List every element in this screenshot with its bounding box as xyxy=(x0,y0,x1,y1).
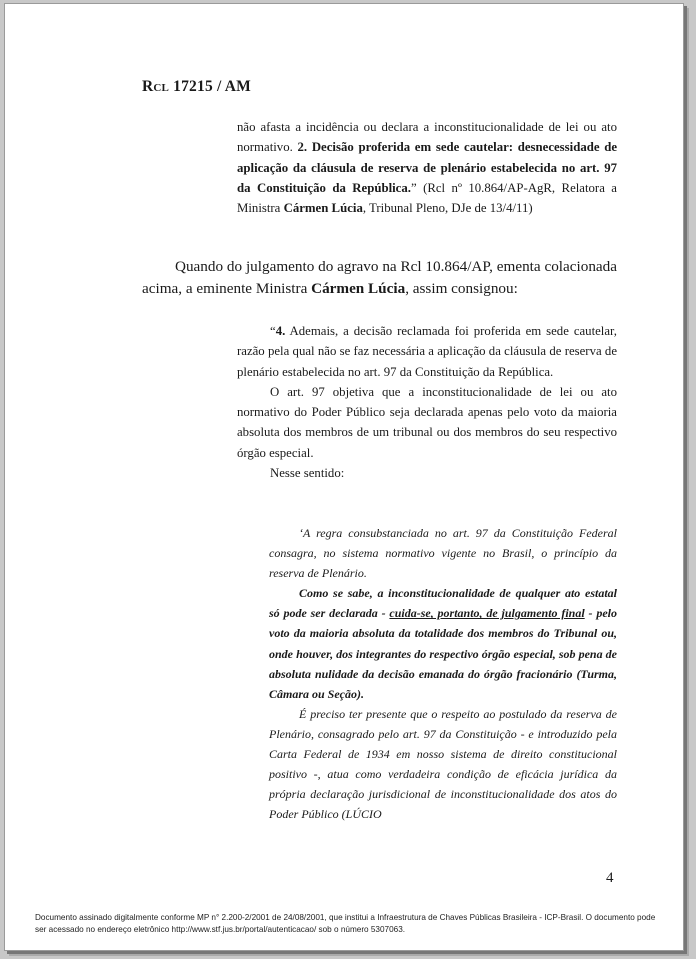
quote3-paragraph-3: É preciso ter presente que o respeito ao postulado da reserva de Plenário, consagrado pelo art. 97 da Constituição - e introduzido pela Carta Federal de 1934 em nosso sistema de direito constitucional positivo -, atua como verdadeira condição de eficácia jurídica da própria declaração jurisdicional de inconstitucionalidade dos atos do Poder Público (LÚCIO xyxy=(269,706,617,822)
quote1-bold-name: Cármen Lúcia xyxy=(283,201,363,216)
open-quote: “ xyxy=(270,324,276,338)
rcl-label: Rcl xyxy=(142,78,170,95)
quote1-text-1: não afasta a incidência ou declara a inconstitucionalidade de lei ou ato normativo. xyxy=(237,120,617,155)
quote3-p2-b: - pelo voto da maioria absoluta da totalidade dos membros do Tribunal ou, onde houver, dos integrantes do respectivo órgão especial, sob pena de absoluta nulidade da decisão emanada do órgão fracionário (Turma, Câmara ou Seção). xyxy=(269,606,617,701)
item-number: 4. xyxy=(275,324,286,338)
page-number: 4 xyxy=(606,870,614,886)
paragraph-text-1: Quando do julgamento do agravo na Rcl 10.864/AP, ementa colacionada acima, a eminente Ministra xyxy=(142,258,617,297)
quote-block-ementa xyxy=(237,117,617,218)
quote3-p2-underlined: cuida-se, portanto, de julgamento final xyxy=(389,606,585,621)
page-header xyxy=(142,78,251,96)
quote-block-voto xyxy=(237,321,617,483)
quote2-paragraph-1 xyxy=(237,321,617,382)
quote3-p2-a: Como se sabe, a inconstitucionalidade de qualquer ato estatal só pode ser declarada - xyxy=(269,586,617,621)
quote1-text-5: , Tribunal Pleno, DJe de 13/4/11) xyxy=(362,201,533,216)
document-page xyxy=(4,3,684,951)
quote-block-nested xyxy=(269,523,617,824)
paragraph-text-3: , assim consignou: xyxy=(405,280,518,297)
signature-footer: Documento assinado digitalmente conforme MP n° 2.200-2/2001 de 24/08/2001, que institui a Infraestrutura de Chaves Públicas Brasileira - ICP-Brasil. O documento pode ser acessado no endereço eletrônico http://www.stf.jus.br/portal/autenticacao/ sob o número 5307063. xyxy=(35,913,656,934)
paragraph-bold-name: Cármen Lúcia xyxy=(311,280,406,297)
quote1-text-3: ” (Rcl nº 10.864/AP-AgR, Relatora a Ministra xyxy=(237,180,617,216)
body-paragraph xyxy=(142,256,617,300)
quote3-paragraph-1: ‘A regra consubstanciada no art. 97 da Constituição Federal consagra, no sistema normativo vigente no Brasil, o princípio da reserva de Plenário. xyxy=(269,526,617,581)
quote2-paragraph-2: O art. 97 objetiva que a inconstitucionalidade de lei ou ato normativo do Poder Público seja declarada apenas pelo voto da maioria absoluta dos membros de um tribunal ou dos membros do seu respectivo órgão especial. xyxy=(237,384,617,460)
case-number: 17215 / AM xyxy=(173,78,251,95)
quote1-bold-2: 2. Decisão proferida em sede cautelar: desnecessidade de aplicação da cláusula de reserva de plenário estabelecida no art. 97 da Constituição da República. xyxy=(237,140,618,195)
quote3-paragraph-2 xyxy=(269,583,617,704)
quote2-p1-text: Ademais, a decisão reclamada foi proferida em sede cautelar, razão pela qual não se faz necessária a aplicação da cláusula de reserva de plenário estabelecida no art. 97 da Constituição da República. xyxy=(237,324,617,379)
quote2-paragraph-3: Nesse sentido: xyxy=(270,466,345,481)
